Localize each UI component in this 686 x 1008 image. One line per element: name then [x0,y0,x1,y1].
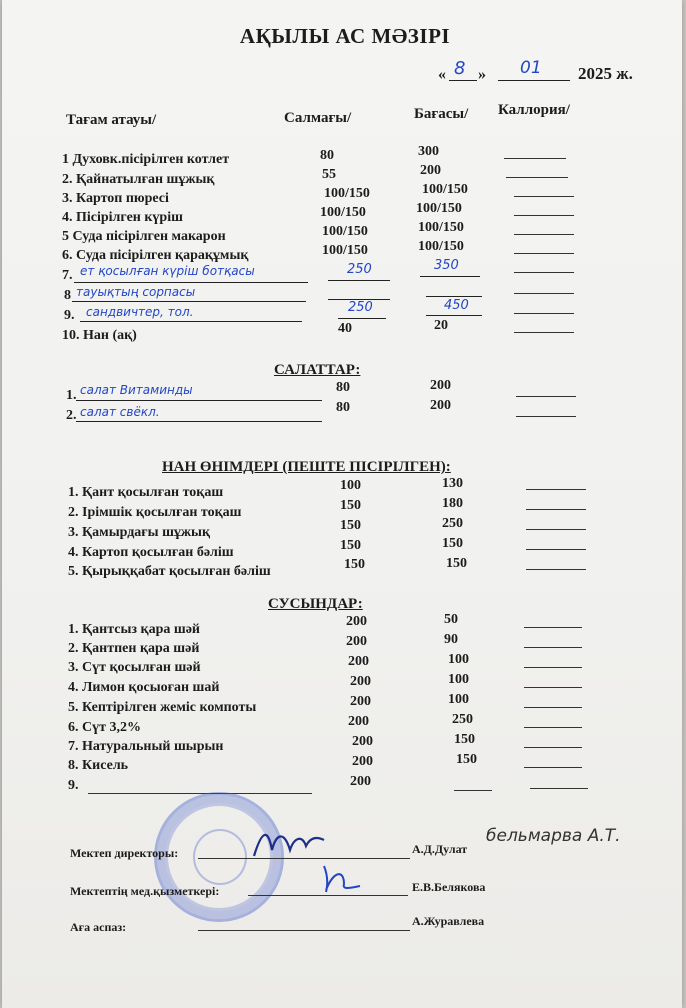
item-price: 100/150 [416,201,462,216]
calorie-blank [526,529,586,530]
entry-line [426,296,482,297]
item-number: 7. [62,268,73,283]
list-item: 3. Қамырдағы шұжық [68,525,211,540]
date-day-line [449,80,477,81]
calorie-blank [524,747,582,748]
item-price: 90 [444,632,458,647]
handwritten-item-name: сандвичтер, тол. [86,305,194,319]
item-number: 2. [66,408,77,423]
list-item: 1. Қант қосылған тоқаш [68,485,224,500]
item-price: 50 [444,612,458,627]
date-month: 01 [520,58,542,78]
handwritten-item-name: салат Витаминды [80,383,193,397]
item-weight: 80 [320,148,334,163]
item-weight: 150 [340,518,361,533]
entry-line [426,315,482,316]
page-title: АҚЫЛЫ АС МӘЗІРІ [239,24,451,48]
item-price: 250 [452,712,473,727]
list-item: 4. Лимон қосыоған шай [68,680,220,695]
section-title-bakery: НАН ӨНІМДЕРІ (ПЕШТЕ ПІСІРІЛГЕН): [162,459,451,475]
item-price: 150 [446,556,467,571]
calorie-blank [504,158,566,159]
nurse-name: Е.В.Белякова [412,880,486,894]
calorie-blank [524,707,582,708]
director-signature [250,820,330,864]
list-item: 10. Нан (ақ) [62,328,137,343]
calorie-blank [524,667,582,668]
item-price: 150 [454,732,475,747]
item-weight: 100/150 [320,205,366,220]
entry-line [80,321,302,322]
item-price: 100/150 [418,220,464,235]
item-price: 100 [448,652,469,667]
entry-line [76,400,322,401]
list-item: 1. Қантсыз қара шәй [68,622,200,637]
calorie-blank [524,767,582,768]
director-handwritten-note: бельмарва А.Т. [486,826,621,846]
item-weight: 80 [336,380,350,395]
header-calories: Каллория/ [498,102,570,118]
date-month-line [498,80,570,81]
list-item: 5. Қырыққабат қосылған бәліш [68,564,271,579]
calorie-blank [526,489,586,490]
list-item: 6. Сүт 3,2% [68,720,141,735]
calorie-blank [514,196,574,197]
date-open-quote: « [438,66,446,83]
date-close-quote: » [478,66,486,83]
item-price: 300 [418,144,439,159]
item-weight: 80 [336,400,350,415]
item-price: 100/150 [422,182,468,197]
date-year: 2025 ж. [578,64,633,83]
item-price: 200 [430,378,451,393]
calorie-blank [506,177,568,178]
calorie-blank [514,253,574,254]
list-item: 2. Ірімшік қосылған тоқаш [68,505,242,520]
item-price: 200 [430,398,451,413]
item-weight: 150 [344,557,365,572]
nurse-signature [320,862,364,896]
item-weight: 200 [348,714,369,729]
item-weight: 200 [346,634,367,649]
entry-line [420,276,480,277]
calorie-blank [524,687,582,688]
item-number: 9. [64,308,75,323]
item-price: 20 [434,318,448,333]
list-item: 2. Қантпен қара шәй [68,641,200,656]
calorie-blank [514,293,574,294]
handwritten-price: 350 [434,258,459,273]
date-day: 8 [454,58,466,79]
nurse-label: Мектептің мед.қызметкері: [70,884,220,898]
list-item: 3. Сүт қосылған шәй [68,660,201,675]
entry-line [76,421,322,422]
calorie-blank [530,788,588,789]
item-weight: 200 [352,754,373,769]
calorie-blank [526,549,586,550]
item-weight: 100/150 [324,186,370,201]
item-weight: 40 [338,321,352,336]
handwritten-weight: 250 [348,300,373,315]
list-item: 2. Қайнатылған шұжық [62,172,215,187]
section-title-salads: САЛАТТАР: [274,362,361,378]
stamp-emblem [193,829,247,885]
calorie-blank [516,396,576,397]
item-weight: 100/150 [322,224,368,239]
item-price: 180 [442,496,463,511]
menu-sheet [2,0,682,1008]
item-weight: 100/150 [322,243,368,258]
director-name: А.Д.Дулат [412,842,468,856]
cook-label: Аға аспаз: [70,920,127,934]
price-blank [454,790,492,791]
header-name: Тағам атауы/ [66,112,157,128]
item-price: 100 [448,692,469,707]
header-price: Бағасы/ [414,106,469,122]
item-weight: 200 [350,774,371,789]
cook-sign-line [198,930,410,931]
calorie-blank [516,416,576,417]
calorie-blank [524,727,582,728]
list-item: 3. Картоп пюресі [62,191,169,206]
item-weight: 150 [340,498,361,513]
item-weight: 200 [350,694,371,709]
calorie-blank [524,627,582,628]
calorie-blank [526,569,586,570]
item-weight: 200 [352,734,373,749]
calorie-blank [514,313,574,314]
calorie-blank [514,332,574,333]
calorie-blank [524,647,582,648]
list-item: 5. Кептірілген жеміс компоты [68,700,257,715]
item-price: 150 [442,536,463,551]
item-price: 200 [420,163,441,178]
list-item: 4. Картоп қосылған бәліш [68,545,234,560]
list-item: 5 Суда пісірілген макарон [62,229,226,244]
handwritten-weight: 250 [347,262,372,277]
list-item: 7. Натуральный шырын [68,739,224,754]
item-price: 150 [456,752,477,767]
handwritten-item-name: салат свёкл. [80,405,160,419]
calorie-blank [514,215,574,216]
list-item: 4. Пісірілген күріш [62,210,183,225]
item-weight: 200 [350,674,371,689]
item-weight: 55 [322,167,336,182]
handwritten-item-name: тауықтың сорпасы [76,285,196,299]
item-weight: 200 [348,654,369,669]
entry-line [328,280,390,281]
item-number: 1. [66,388,77,403]
item-price: 100 [448,672,469,687]
entry-line [338,318,386,319]
item-price: 130 [442,476,463,491]
list-item: 8. Кисель [68,758,129,773]
item-weight: 200 [346,614,367,629]
handwritten-price: 450 [444,298,469,313]
calorie-blank [514,234,574,235]
list-item: 1 Духовк.пісірілген котлет [62,152,230,167]
header-weight: Салмағы/ [284,110,352,126]
item-weight: 100 [340,478,361,493]
entry-line [74,282,308,283]
list-item: 6. Суда пісірілген қарақұмық [62,248,249,263]
item-price: 250 [442,516,463,531]
cook-name: А.Журавлева [412,914,485,928]
entry-line [72,301,306,302]
handwritten-item-name: ет қосылған күріш ботқасы [80,264,255,278]
item-number: 9. [68,778,79,793]
calorie-blank [514,272,574,273]
section-title-drinks: СУСЫНДАР: [268,596,363,612]
director-label: Мектеп директоры: [70,846,179,860]
item-number: 8 [64,288,71,303]
item-weight: 150 [340,538,361,553]
item-price: 100/150 [418,239,464,254]
calorie-blank [526,509,586,510]
